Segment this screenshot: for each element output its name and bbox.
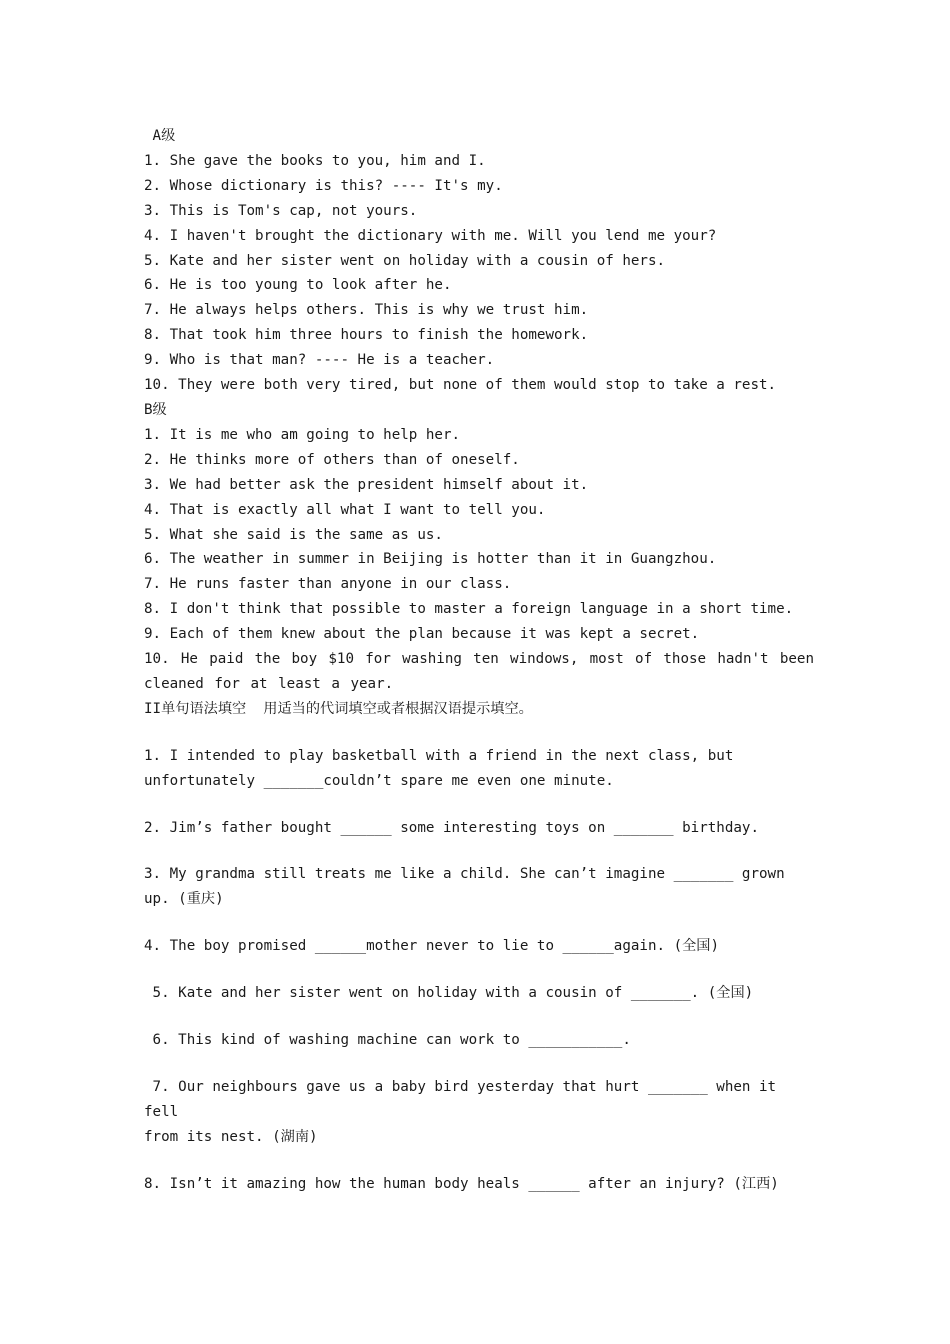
question-item: 4. The boy promised ______mother never to lie to ______again. (全国)	[144, 938, 720, 955]
list-item: 4. I haven't brought the dictionary with me. Will you lend me your?	[144, 227, 717, 244]
list-item: 2. He thinks more of others than of oneself.	[144, 451, 520, 468]
list-item: 6. The weather in summer in Beijing is hotter than it in Guangzhou.	[144, 551, 717, 568]
list-item: 5. What she said is the same as us.	[144, 526, 443, 543]
section-ii-questions	[144, 744, 814, 1197]
question-item: 1. I intended to play basketball with a friend in the next class, but unfortunately _______couldn’t spare me even one minute.	[144, 747, 734, 789]
section-ii-title: II单句语法填空 用适当的代词填空或者根据汉语提示填空。	[144, 700, 533, 717]
list-item: 1. She gave the books to you, him and I.	[144, 152, 486, 169]
list-item: 6. He is too young to look after he.	[144, 277, 452, 294]
section-b-list	[144, 423, 814, 697]
list-item: 3. We had better ask the president himself about it.	[144, 476, 589, 493]
list-item: 5. Kate and her sister went on holiday with a cousin of hers.	[144, 252, 666, 269]
list-item: 7. He always helps others. This is why we trust him.	[144, 302, 589, 319]
list-item: 8. That took him three hours to finish the homework.	[144, 327, 589, 344]
list-item: 10. They were both very tired, but none of them would stop to take a rest.	[144, 377, 777, 394]
section-b-title: B级	[144, 401, 167, 418]
question-item: 7. Our neighbours gave us a baby bird yesterday that hurt _______ when it fell from its nest. (湖南)	[144, 1079, 777, 1145]
list-item: 10. He paid the boy $10 for washing ten windows, most of those hadn't been cleaned for at least a year.	[144, 651, 814, 692]
section-a-list	[144, 149, 814, 398]
question-item: 3. My grandma still treats me like a child. She can’t imagine _______ grown up. (重庆)	[144, 866, 785, 908]
question-item: 2. Jim’s father bought ______ some interesting toys on _______ birthday.	[144, 819, 759, 836]
list-item: 4. That is exactly all what I want to tell you.	[144, 501, 546, 518]
list-item: 1. It is me who am going to help her.	[144, 426, 461, 443]
question-item: 6. This kind of washing machine can work to ___________.	[144, 1032, 631, 1049]
list-item: 7. He runs faster than anyone in our class.	[144, 576, 512, 593]
question-item: 5. Kate and her sister went on holiday with a cousin of _______. (全国)	[144, 985, 754, 1002]
list-item: 9. Who is that man? ---- He is a teacher.	[144, 352, 495, 369]
document-page	[144, 124, 814, 1219]
question-item: 8. Isn’t it amazing how the human body heals ______ after an injury? (江西)	[144, 1175, 779, 1192]
list-item: 3. This is Tom's cap, not yours.	[144, 202, 418, 219]
list-item: 2. Whose dictionary is this? ---- It's my.	[144, 177, 503, 194]
section-a-title: A级	[152, 128, 176, 144]
list-item: 9. Each of them knew about the plan because it was kept a secret.	[144, 626, 700, 643]
list-item: 8. I don't think that possible to master a foreign language in a short time.	[144, 601, 794, 618]
